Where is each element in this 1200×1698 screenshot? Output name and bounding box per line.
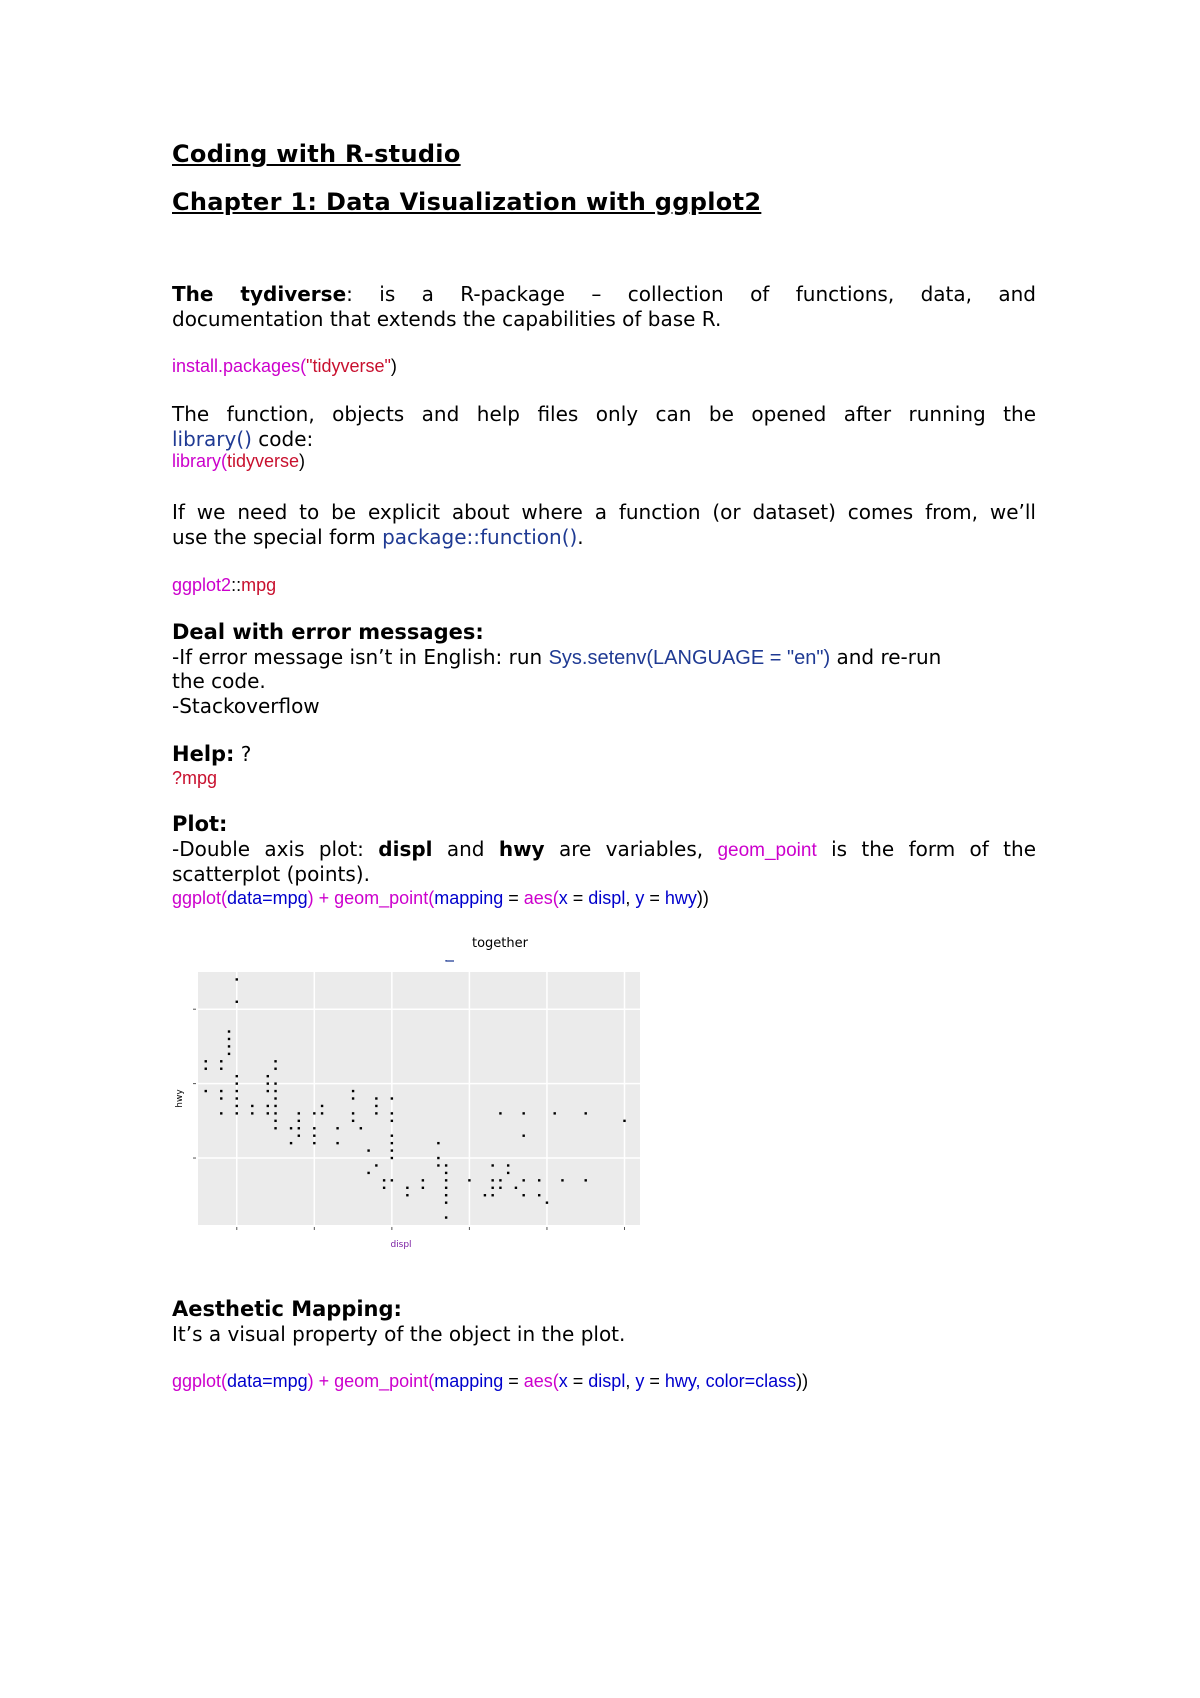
data-point: [236, 1105, 238, 1107]
data-point: [220, 1060, 222, 1062]
data-point: [251, 1105, 253, 1107]
data-point: [236, 1001, 238, 1003]
data-point: [352, 1090, 354, 1092]
aes-code-eq2: =: [567, 1371, 589, 1391]
data-point: [298, 1135, 300, 1137]
library-code-arg: tidyverse: [227, 451, 300, 471]
aes-code-close2: )): [796, 1371, 809, 1391]
data-point: [274, 1068, 276, 1070]
data-point: [522, 1179, 524, 1181]
data-point: [437, 1142, 439, 1144]
aes-code-aes: aes(: [523, 1371, 559, 1391]
data-point: [274, 1105, 276, 1107]
plot-geom: geom_point: [717, 840, 817, 861]
errors-line1: [172, 645, 1036, 671]
plot-line1-a: -Double axis plot:: [172, 837, 379, 861]
plot-line1-c: are variables,: [544, 837, 718, 861]
data-point: [391, 1142, 393, 1144]
library-code-fn: library(: [172, 451, 228, 471]
explicit-line2-post: .: [577, 525, 584, 549]
tidyverse-line2: documentation that extends the capabilities of base R.: [172, 307, 722, 331]
data-point: [205, 1090, 207, 1092]
data-point: [383, 1179, 385, 1181]
data-point: [313, 1142, 315, 1144]
mpg-code: [172, 573, 1036, 598]
errors-heading: Deal with error messages:: [172, 620, 484, 644]
data-point: [499, 1187, 501, 1189]
data-point: [267, 1105, 269, 1107]
errors-line1-post: and re-run: [830, 645, 942, 669]
data-point: [274, 1082, 276, 1084]
data-point: [274, 1120, 276, 1122]
data-point: [352, 1112, 354, 1114]
data-point: [267, 1082, 269, 1084]
aes-code-plus: +: [313, 1371, 335, 1391]
aes-code-ggplot: ggplot(: [172, 1371, 228, 1391]
mpg-obj: mpg: [241, 575, 277, 595]
code-aes: aes(: [523, 888, 559, 908]
data-point: [445, 1164, 447, 1166]
data-point: [228, 1045, 230, 1047]
aes-code-comma2: ,: [695, 1371, 706, 1391]
data-point: [367, 1149, 369, 1151]
scatterplot-svg: [172, 960, 647, 1260]
data-point: [406, 1194, 408, 1196]
aes-code-y: y: [635, 1371, 645, 1391]
library-code-close: ): [299, 451, 306, 471]
library-fn-ref: library(): [172, 427, 252, 451]
data-point: [236, 1097, 238, 1099]
aes-code-x: x: [558, 1371, 568, 1391]
data-point: [499, 1112, 501, 1114]
data-point: [437, 1164, 439, 1166]
data-point: [228, 1053, 230, 1055]
library-text-after: code:: [251, 427, 314, 451]
data-point: [267, 1112, 269, 1114]
data-point: [375, 1105, 377, 1107]
code-eq1: =: [503, 888, 524, 908]
data-point: [313, 1112, 315, 1114]
plot-line2: scatterplot (points).: [172, 862, 370, 886]
data-point: [298, 1120, 300, 1122]
data-point: [298, 1127, 300, 1129]
data-point: [352, 1097, 354, 1099]
data-point: [274, 1112, 276, 1114]
install-arg: "tidyverse": [306, 356, 391, 376]
code-comma: ,: [625, 888, 636, 908]
data-point: [491, 1187, 493, 1189]
data-point: [274, 1090, 276, 1092]
data-point: [468, 1179, 470, 1181]
code-displ: displ: [588, 888, 626, 908]
data-point: [236, 1075, 238, 1077]
code-x: x: [558, 888, 568, 908]
data-point: [391, 1112, 393, 1114]
data-point: [290, 1127, 292, 1129]
data-point: [220, 1112, 222, 1114]
data-point: [491, 1164, 493, 1166]
annotation-corner-icon: [446, 960, 454, 961]
data-point: [375, 1164, 377, 1166]
scatterplot-figure: [172, 960, 647, 1260]
data-point: [352, 1120, 354, 1122]
tidyverse-paragraph: [172, 282, 1036, 307]
data-point: [236, 1090, 238, 1092]
data-point: [290, 1142, 292, 1144]
data-point: [391, 1097, 393, 1099]
data-point: [554, 1112, 556, 1114]
help-code: ?mpg: [172, 768, 218, 788]
data-point: [298, 1112, 300, 1114]
data-point: [375, 1097, 377, 1099]
data-point: [406, 1187, 408, 1189]
data-point: [546, 1201, 548, 1203]
code-ggplot: ggplot(: [172, 888, 228, 908]
code-data: data=mpg: [227, 888, 308, 908]
data-point: [228, 1038, 230, 1040]
errors-line3: -Stackoverflow: [172, 694, 320, 718]
mpg-sep: ::: [231, 575, 242, 595]
data-point: [507, 1164, 509, 1166]
data-point: [623, 1120, 625, 1122]
aes-code-geom: geom_point(: [334, 1371, 435, 1391]
mpg-pkg: ggplot2: [172, 575, 232, 595]
data-point: [205, 1060, 207, 1062]
data-point: [484, 1194, 486, 1196]
aesthetic-code: [172, 1369, 1036, 1394]
data-point: [538, 1194, 540, 1196]
data-point: [375, 1112, 377, 1114]
data-point: [205, 1068, 207, 1070]
data-point: [236, 978, 238, 980]
help-symbol: ?: [234, 742, 252, 766]
data-point: [367, 1172, 369, 1174]
x-axis-label: displ: [390, 1240, 412, 1250]
data-point: [274, 1127, 276, 1129]
data-point: [336, 1142, 338, 1144]
doc-title: Coding with R-studio: [172, 140, 461, 168]
data-point: [422, 1179, 424, 1181]
errors-line2: the code.: [172, 669, 266, 693]
data-point: [236, 1112, 238, 1114]
library-code: [172, 449, 1036, 474]
plot-line1: [172, 837, 1036, 863]
data-point: [491, 1194, 493, 1196]
explicit-line2: [172, 525, 1036, 550]
data-point: [445, 1187, 447, 1189]
data-point: [499, 1179, 501, 1181]
data-point: [274, 1097, 276, 1099]
data-point: [251, 1112, 253, 1114]
data-point: [522, 1194, 524, 1196]
data-point: [445, 1179, 447, 1181]
data-point: [445, 1172, 447, 1174]
y-axis-label: hwy: [175, 1089, 185, 1108]
data-point: [391, 1157, 393, 1159]
aes-code-hwy: hwy: [664, 1371, 696, 1391]
data-point: [391, 1149, 393, 1151]
explicit-line2-pre: use the special form: [172, 525, 383, 549]
explicit-form: package::function(): [382, 525, 578, 549]
aes-code-close1: ): [307, 1371, 314, 1391]
data-point: [445, 1216, 447, 1218]
data-point: [437, 1157, 439, 1159]
data-point: [274, 1060, 276, 1062]
aesthetic-line1: It’s a visual property of the object in the plot.: [172, 1322, 626, 1346]
data-point: [522, 1135, 524, 1137]
tidyverse-term: The tydiverse: [172, 282, 347, 306]
data-point: [585, 1179, 587, 1181]
data-point: [360, 1127, 362, 1129]
data-point: [522, 1112, 524, 1114]
data-point: [391, 1135, 393, 1137]
install-code: [172, 354, 1036, 379]
data-point: [321, 1105, 323, 1107]
data-point: [515, 1187, 517, 1189]
aes-code-color: color=class: [705, 1371, 797, 1391]
data-point: [321, 1112, 323, 1114]
plot-heading: Plot:: [172, 812, 228, 836]
data-point: [445, 1194, 447, 1196]
plot-line1-b: and: [432, 837, 499, 861]
data-point: [391, 1120, 393, 1122]
aes-code-mapping: mapping: [434, 1371, 504, 1391]
code-y: y: [635, 888, 645, 908]
data-point: [220, 1068, 222, 1070]
tidyverse-line1: : is a R-package – collection of functions, data, and: [346, 282, 1036, 306]
data-point: [383, 1187, 385, 1189]
code-hwy: hwy: [664, 888, 697, 908]
install-close: ): [390, 356, 397, 376]
library-text-line1: The function, objects and help files only can be opened after running the: [172, 402, 1036, 426]
aesthetic-heading: Aesthetic Mapping:: [172, 1297, 402, 1321]
errors-line1-code: Sys.setenv(LANGUAGE = "en"): [548, 647, 831, 669]
errors-line1-pre: -If error message isn’t in English: run: [172, 645, 549, 669]
data-point: [422, 1187, 424, 1189]
code-plus: +: [313, 888, 335, 908]
data-point: [267, 1090, 269, 1092]
data-point: [445, 1201, 447, 1203]
code-geom: geom_point(: [334, 888, 435, 908]
data-point: [507, 1172, 509, 1174]
data-point: [391, 1179, 393, 1181]
code-eq2: =: [567, 888, 589, 908]
data-point: [236, 1082, 238, 1084]
aes-code-eq3: =: [644, 1371, 665, 1391]
plot-code: [172, 886, 1036, 911]
data-point: [313, 1127, 315, 1129]
code-close2: )): [696, 888, 709, 908]
data-point: [220, 1090, 222, 1092]
plot-annotation: together: [472, 936, 528, 951]
data-point: [561, 1179, 563, 1181]
explicit-line1: If we need to be explicit about where a function (or dataset) comes from, we’ll: [172, 500, 1036, 524]
help-heading: Help:: [172, 742, 235, 766]
data-point: [267, 1075, 269, 1077]
chapter-title: Chapter 1: Data Visualization with ggplot2: [172, 188, 762, 216]
data-point: [313, 1135, 315, 1137]
data-point: [228, 1030, 230, 1032]
code-mapping: mapping: [434, 888, 504, 908]
aes-code-displ: displ: [588, 1371, 626, 1391]
annotation-box: [457, 960, 589, 972]
data-point: [585, 1112, 587, 1114]
aes-code-eq1: =: [503, 1371, 524, 1391]
plot-var-displ: displ: [378, 837, 433, 861]
install-fn: install.packages(: [172, 356, 307, 376]
aes-code-data: data=mpg: [227, 1371, 308, 1391]
plot-var-hwy: hwy: [498, 837, 545, 861]
data-point: [491, 1179, 493, 1181]
data-point: [538, 1179, 540, 1181]
help-line: [172, 742, 1036, 767]
code-eq3: =: [644, 888, 665, 908]
data-point: [220, 1097, 222, 1099]
code-close1: ): [307, 888, 314, 908]
plot-line1-d: is the form of the: [816, 837, 1037, 861]
aes-code-comma1: ,: [625, 1371, 636, 1391]
data-point: [336, 1127, 338, 1129]
